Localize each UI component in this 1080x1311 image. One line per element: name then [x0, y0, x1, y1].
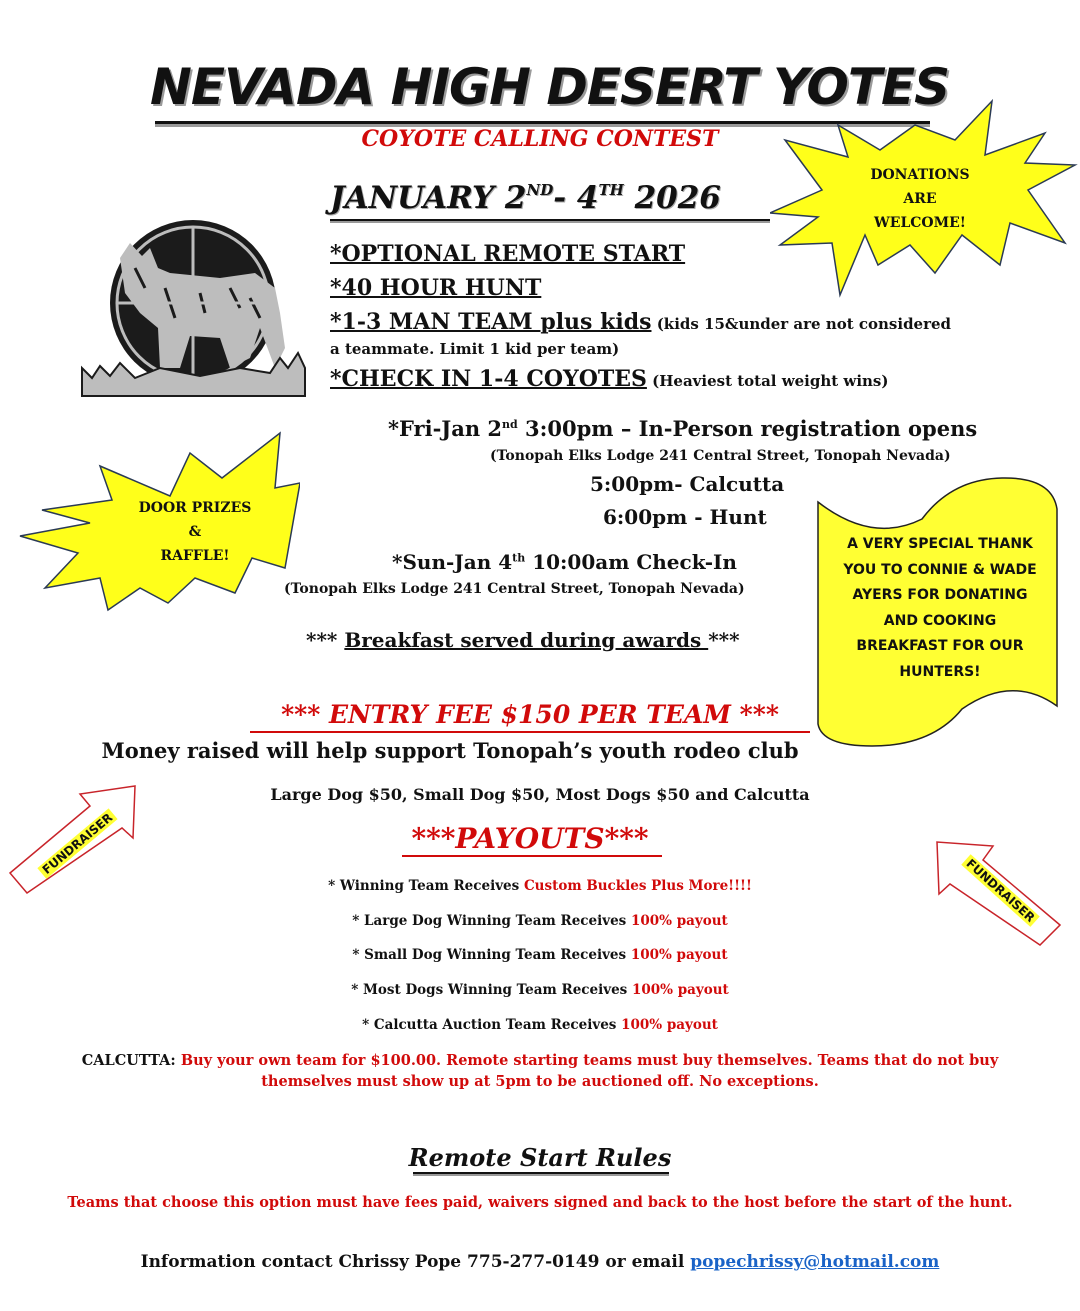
- dates-end-suffix: TH: [598, 181, 624, 199]
- dates-start-suffix: ND: [526, 181, 554, 199]
- fundraiser-label-right: FUNDRAISER: [961, 851, 1043, 927]
- door-prizes-line-3: RAFFLE!: [160, 548, 230, 564]
- feature-check-in: *CHECK IN 1-4 COYOTES (Heaviest total weight wins): [330, 366, 889, 392]
- money-raised: Money raised will help support Tonopah’s youth rodeo club: [101, 738, 799, 763]
- thank-you-line-2: YOU TO CONNIE & WADE: [843, 561, 1037, 578]
- donations-line-3: WELCOME!: [874, 215, 966, 231]
- fundraiser-label-left: FUNDRAISER: [35, 805, 118, 879]
- coyote-crosshair-icon: [80, 218, 320, 398]
- payout-item: * Winning Team Receives Custom Buckles Plus More!!!!: [328, 878, 752, 894]
- door-prizes-burst: [0, 428, 300, 613]
- schedule-sunday: *Sun-Jan 4th 10:00am Check-In: [392, 550, 737, 574]
- contact-text: Information contact Chrissy Pope 775-277-0149 or email: [140, 1252, 691, 1272]
- coyote-logo: [80, 218, 320, 398]
- team-note: (kids 15&under are not considered: [651, 315, 952, 333]
- schedule-friday: *Fri-Jan 2nd 3:00pm – In-Person registration opens: [388, 416, 978, 441]
- payouts-underline: [402, 855, 662, 857]
- contact-info: [40, 1252, 1040, 1272]
- schedule-sunday-address: (Tonopah Elks Lodge 241 Central Street, Tonopah Nevada): [284, 581, 745, 597]
- payout-item: * Small Dog Winning Team Receives 100% payout: [352, 947, 728, 963]
- donations-burst: [770, 95, 1080, 305]
- calcutta-label: CALCUTTA:: [81, 1052, 181, 1069]
- feature-hunt-length: *40 HOUR HUNT: [330, 275, 542, 301]
- payouts-title: ***PAYOUTS***: [411, 822, 649, 855]
- remote-rules-title: Remote Start Rules: [408, 1143, 672, 1172]
- entry-fee-underline: [250, 731, 810, 733]
- flyer-subtitle: COYOTE CALLING CONTEST: [361, 126, 719, 152]
- fundraiser-arrow-right: [925, 830, 1065, 950]
- feature-remote-start: *OPTIONAL REMOTE START: [330, 241, 686, 267]
- fundraiser-arrow-left: [5, 778, 145, 898]
- entry-fee: *** ENTRY FEE $150 PER TEAM ***: [281, 700, 779, 729]
- team-note-continued: a teammate. Limit 1 kid per team): [330, 340, 620, 358]
- thank-you-line-3: AYERS FOR DONATING: [852, 587, 1028, 603]
- dates-underline: [330, 219, 770, 221]
- payout-item: * Most Dogs Winning Team Receives 100% payout: [351, 982, 729, 998]
- donations-line-1: DONATIONS: [870, 167, 970, 183]
- dates-year: 2026: [623, 180, 721, 216]
- payout-item: * Large Dog Winning Team Receives 100% payout: [352, 913, 728, 929]
- thank-you-line-6: HUNTERS!: [899, 663, 981, 680]
- schedule-hunt: 6:00pm - Hunt: [603, 505, 767, 529]
- thank-you-line-5: BREAKFAST FOR OUR: [856, 638, 1024, 654]
- thank-you-scroll: [812, 474, 1068, 750]
- donations-line-2: ARE: [903, 191, 937, 207]
- event-dates: [330, 180, 721, 216]
- thank-you-line-4: AND COOKING: [883, 612, 997, 629]
- side-pots: Large Dog $50, Small Dog $50, Most Dogs $50 and Calcutta: [270, 785, 810, 804]
- dates-month: JANUARY 2: [330, 180, 527, 216]
- remote-rules-text: Teams that choose this option must have fees paid, waivers signed and back to the host before the start of the hunt.: [67, 1194, 1013, 1211]
- calcutta-text: Buy your own team for $100.00. Remote starting teams must buy themselves. Teams that do not buy themselves must show up at 5pm to be auctioned off. No exceptions.: [180, 1052, 999, 1090]
- contact-email-link[interactable]: popechrissy@hotmail.com: [690, 1252, 940, 1272]
- door-prizes-line-1: DOOR PRIZES: [138, 500, 252, 516]
- check-in-note: (Heaviest total weight wins): [646, 372, 889, 390]
- thank-you-line-1: A VERY SPECIAL THANK: [847, 536, 1033, 552]
- payout-item: * Calcutta Auction Team Receives 100% payout: [362, 1017, 718, 1033]
- remote-rules-underline: [413, 1172, 669, 1174]
- calcutta-rules: [40, 1050, 1040, 1092]
- feature-team-size: *1-3 MAN TEAM plus kids (kids 15&under are not considered: [330, 309, 952, 335]
- flyer-title: NEVADA HIGH DESERT YOTES: [150, 58, 950, 116]
- breakfast-note: *** Breakfast served during awards ***: [306, 628, 740, 652]
- schedule-friday-address: (Tonopah Elks Lodge 241 Central Street, Tonopah Nevada): [490, 448, 951, 464]
- schedule-calcutta: 5:00pm- Calcutta: [590, 472, 785, 496]
- door-prizes-line-2: &: [188, 524, 202, 540]
- dates-separator: - 4: [553, 180, 599, 216]
